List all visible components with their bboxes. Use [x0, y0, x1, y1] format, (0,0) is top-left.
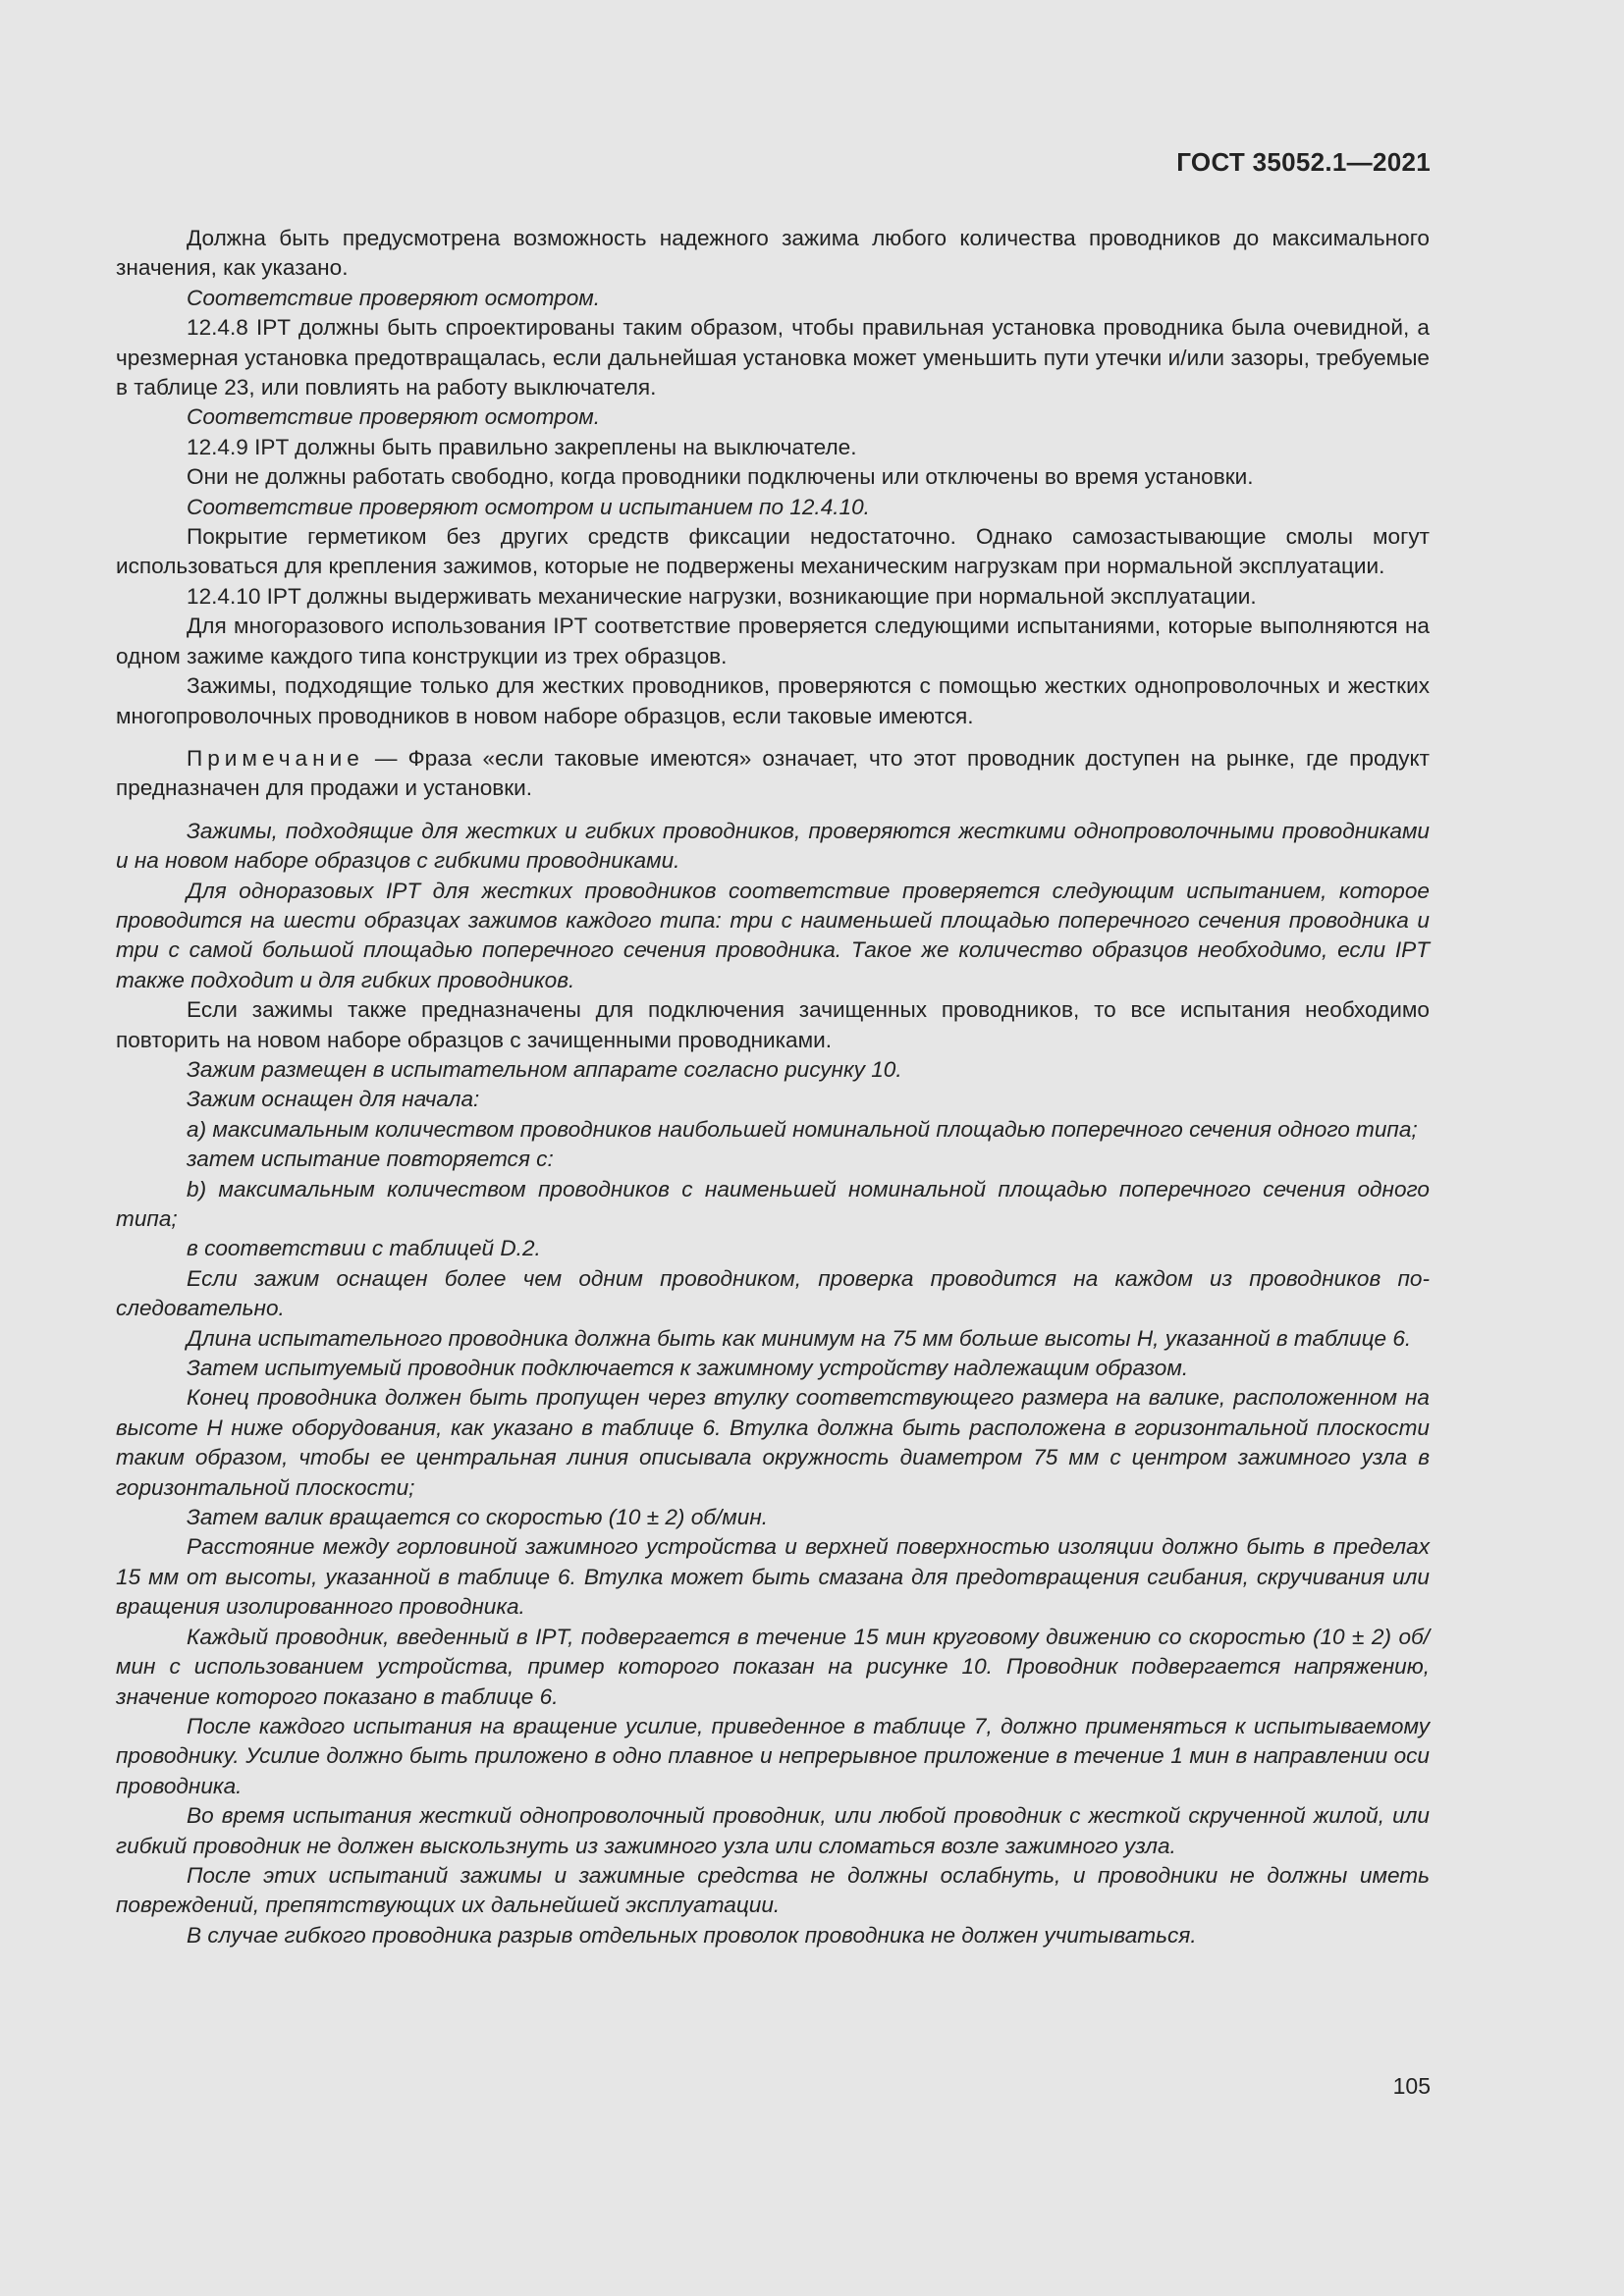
paragraph: Конец проводника должен быть пропущен через втулку соответствующего размера на валике, расположенном на высоте H ниже оборудования, как указано в таблице 6. Втулка должна быть расположена в горизонтальной плоскости таким образом, чтобы ее центральная линия описывала окружность диаметром 75 мм с центром зажимного узла в горизонтальной плоскости; [116, 1385, 1430, 1500]
paragraph: Зажимы, подходящие для жестких и гибких проводников, проверяются жесткими однопроволочными проводниками и на новом наборе образцов с гибкими проводниками. [116, 818, 1430, 874]
paragraph: Во время испытания жесткий однопроволочный проводник, или любой проводник с жесткой скрученной жилой, или гибкий проводник не должен выскользнуть из зажимного узла или сломаться возле зажимного узла. [116, 1803, 1430, 1858]
paragraph: Если зажим оснащен более чем одним проводником, проверка проводится на каждом из проводников последовательно. [116, 1265, 1430, 1321]
paragraph: Расстояние между горловиной зажимного устройства и верхней поверхностью изоляции должно быть в пределах 15 мм от высоты, указанной в таблице 6. Втулка может быть смазана для предотвращения сгибания, скручивания или вращения изолированного проводника. [116, 1534, 1430, 1620]
compliance-statement: Соответствие проверяют осмотром. [187, 285, 601, 310]
clause-12-4-8: 12.4.8 IPT должны быть спроектированы таким образом, чтобы правильная установка проводника была очевидной, а чрезмерная установка предотвращалась, если дальнейшая установка может уменьшить пути утечки и/или зазоры, требуемые в таблице 23, или повлиять на работу выключателя. [116, 315, 1430, 400]
clause-12-4-9: 12.4.9 IPT должны быть правильно закреплены на выключателе. [187, 434, 857, 459]
list-item-b: b) максимальным количеством проводников с наименьшей номинальной площадью поперечного сечения одного типа; [116, 1176, 1430, 1231]
paragraph: Для многоразового использования IPT соответствие проверяется следующими испытаниями, которые выполняются на одном зажиме каждого типа конструкции из трех образцов. [116, 614, 1430, 668]
paragraph: Затем испытуемый проводник подключается к зажимному устройству надлежащим образом. [187, 1356, 1189, 1381]
paragraph: Покрытие герметиком без других средств фиксации недостаточно. Однако самозастывающие смолы могут использоваться для крепления зажимов, которые не подвержены механическим нагрузкам при нормальной эксплуатации. [116, 524, 1430, 579]
note-text: — Фраза «если таковые имеются» означает, что этот проводник доступен на рынке, где продукт предназначен для продажи и установки. [116, 745, 1430, 801]
paragraph: Зажим размещен в испытательном аппарате согласно рисунку 10. [187, 1056, 902, 1082]
paragraph: Зажим оснащен для начала: [187, 1087, 480, 1112]
compliance-statement: Соответствие проверяют осмотром. [187, 404, 601, 430]
document-code: ГОСТ 35052.1—2021 [1176, 147, 1431, 177]
paragraph: в соответствии с таблицей D.2. [187, 1236, 541, 1261]
paragraph: После каждого испытания на вращение усилие, приведенное в таблице 7, должно применяться к испытываемому проводнику. Усилие должно быть приложено в одно плавное и непрерывное приложение в течение 1 мин в направлении оси проводника. [116, 1713, 1430, 1798]
paragraph: Они не должны работать свободно, когда проводники подключены или отключены во время установки. [187, 464, 1254, 490]
document-body [116, 224, 1430, 1950]
paragraph: После этих испытаний зажимы и зажимные средства не должны ослабнуть, и проводники не должны иметь повреждений, препятствующих их дальнейшей эксплуатации. [116, 1862, 1430, 1918]
paragraph: Должна быть предусмотрена возможность надежного зажима любого количества проводников до максимального значения, как указано. [116, 226, 1430, 281]
compliance-statement: Соответствие проверяют осмотром и испытанием по 12.4.10. [187, 494, 870, 519]
clause-12-4-10: 12.4.10 IPT должны выдерживать механические нагрузки, возникающие при нормальной эксплуатации. [187, 583, 1257, 609]
paragraph: В случае гибкого проводника разрыв отдельных проволок проводника не должен учитываться. [187, 1922, 1197, 1948]
note [116, 744, 1430, 804]
paragraph: Затем валик вращается со скоростью (10 ± 2) об/мин. [187, 1505, 769, 1530]
paragraph: Длина испытательного проводника должна быть как минимум на 75 мм больше высоты H, указанной в таблице 6. [187, 1325, 1412, 1351]
paragraph: Для одноразовых IPT для жестких проводников соответствие проверяется следующим испытанием, которое проводится на шести образцах зажимов каждого типа: три с наименьшей площадью поперечного сечения проводника и три с самой большой площадью поперечного сечения проводника. Такое же количество образцов необходимо, если IPT также подходит и для гибких проводников. [116, 878, 1430, 992]
paragraph: Зажимы, подходящие только для жестких проводников, проверяются с помощью жестких однопроволочных и жестких многопроволочных проводников в новом наборе образцов, если таковые имеются. [116, 673, 1430, 728]
page-number: 105 [1392, 2073, 1431, 2099]
list-item-a: a) максимальным количеством проводников наибольшей номинальной площадью поперечного сечения одного типа; [187, 1116, 1418, 1142]
paragraph: затем испытание повторяется с: [187, 1147, 554, 1172]
paragraph: Каждый проводник, введенный в IPT, подвергается в течение 15 мин круговому движению со скоростью (10 ± 2) об/мин с использованием устройства, пример которого показан на рисунке 10. Проводник подвергается напряжению, значение которого показано в таблице 6. [116, 1624, 1430, 1709]
paragraph: Если зажимы также предназначены для подключения зачищенных проводников, то все испытания необходимо повторить на новом наборе образцов с зачищенными проводниками. [116, 997, 1430, 1052]
note-label: Примечание [187, 745, 364, 771]
